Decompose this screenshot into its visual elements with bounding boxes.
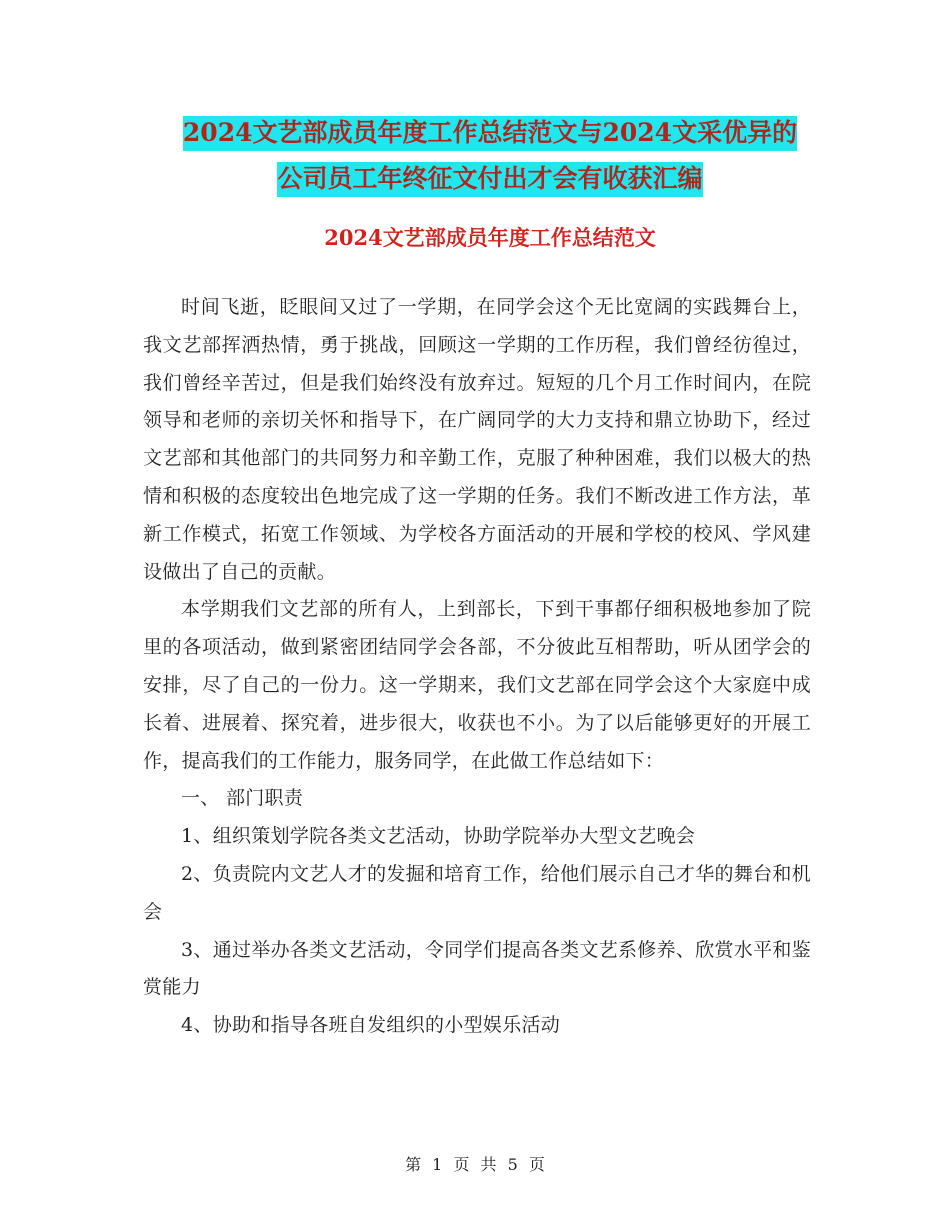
heading-department-duties: 一、 部门职责 (181, 787, 304, 810)
list-item-duty-3: 3、通过举办各类文艺活动，令同学们提高各类文艺系修养、欣赏水平和鉴赏能力 (143, 938, 811, 999)
title-line-1: 2024文艺部成员年度工作总结范文与2024文采优异的 (183, 116, 797, 151)
title-line-2: 公司员工年终征文付出才会有收获汇编 (277, 162, 702, 197)
section-title: 2024文艺部成员年度工作总结范文 (324, 225, 656, 250)
document-title (140, 110, 840, 202)
list-item-duty-4: 4、协助和指导各班自发组织的小型娱乐活动 (181, 1014, 561, 1037)
paragraph-intro: 时间飞逝，眨眼间又过了一学期，在同学会这个无比宽阔的实践舞台上，我文艺部挥洒热情，勇于挑战，回顾这一学期的工作历程，我们曾经彷徨过，我们曾经辛苦过，但是我们始终没有放弃过。短短的几个月工作时间内，在院领导和老师的亲切关怀和指导下，在广阔同学的大力支持和鼎立协助下，经过文艺部和其他部门的共同努力和辛勤工作，克服了种种困难，我们以极大的热情和积极的态度较出色地完成了这一学期的任务。我们不断改进工作方法，革新工作模式，拓宽工作领域、为学校各方面活动的开展和学校的校风、学风建设做出了自己的贡献。 (143, 296, 811, 583)
list-item-duty-1: 1、组织策划学院各类文艺活动，协助学院举办大型文艺晚会 (181, 825, 696, 848)
page-number-footer: 第 1 页 共 5 页 (405, 1155, 545, 1174)
paragraph-summary: 本学期我们文艺部的所有人，上到部长，下到干事都仔细积极地参加了院里的各项活动，做到紧密团结同学会各部，不分彼此互相帮助，听从团学会的安排，尽了自己的一份力。这一学期来，我们文艺部在同学会这个大家庭中成长着、进展着、探究着，进步很大，收获也不小。为了以后能够更好的开展工作，提高我们的工作能力，服务同学，在此做工作总结如下： (143, 598, 811, 772)
list-item-duty-2: 2、负责院内文艺人才的发掘和培育工作，给他们展示自己才华的舞台和机会 (143, 862, 811, 923)
body-text (143, 289, 811, 1045)
